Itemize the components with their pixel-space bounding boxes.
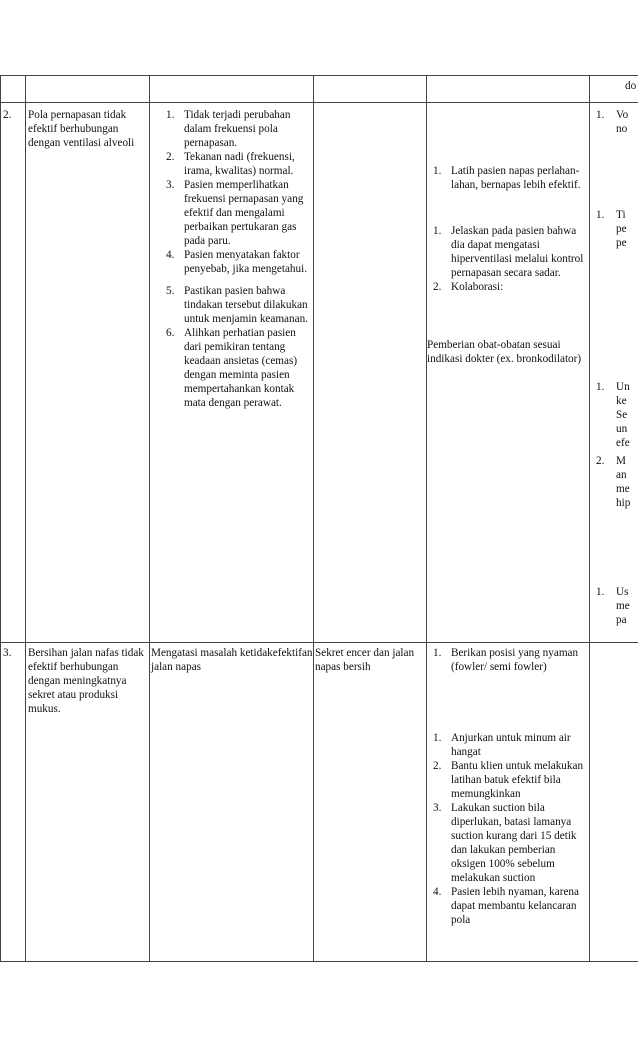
table-rule (0, 102, 638, 103)
rationale-line (590, 380, 638, 394)
list-number: 1. (596, 109, 605, 121)
rationale-clip (590, 585, 638, 627)
list-item (160, 326, 312, 410)
rationale-clip (590, 380, 638, 450)
list-item-text: Latih pasien napas perlahan-lahan, bernapas lebih efektif. (451, 165, 581, 191)
list-number: 3. (166, 179, 175, 191)
list-item-text: Berikan posisi yang nyaman (fowler/ semi fowler) (451, 647, 579, 673)
rationale-text: Ti (616, 209, 626, 221)
intervention-group-b (427, 224, 589, 294)
list-item (160, 178, 312, 248)
rationale-line (590, 496, 638, 510)
list-item-text: Anjurkan untuk minum air hangat (451, 732, 571, 758)
rationale-text: Us (616, 586, 629, 598)
intervention-group-a (427, 164, 589, 192)
rationale-clip (590, 108, 638, 136)
intervention-group-b (427, 731, 589, 927)
list-item-text: Bantu klien untuk melakukan latihan batuk efektif bila memungkinkan (451, 760, 584, 800)
rationale-text: me (616, 483, 630, 495)
list-item (160, 150, 312, 178)
list-number: 2. (166, 151, 175, 163)
list-item-text: Lakukan suction bila diperlukan, batasi lamanya suction kurang dari 15 detik dan lakukan pemberian oksigen 100% sebelum melakukan suction (451, 802, 577, 884)
goal-text: Mengatasi masalah ketidakefektifan jalan napas (151, 647, 313, 673)
nursing-diagnosis: Pola pernapasan tidak efektif berhubungan dengan ventilasi alveoli (28, 109, 135, 149)
list-item (427, 164, 589, 192)
intervention-group-a (427, 646, 589, 674)
list-number: 4. (433, 886, 442, 898)
list-item (160, 248, 312, 276)
rationale-line (590, 482, 638, 496)
rationale-line (590, 436, 638, 450)
rationale-text: un (616, 423, 628, 435)
rationale-line (590, 222, 638, 236)
list-item-text: Tidak terjadi perubahan dalam frekuensi pola pernapasan. (184, 109, 291, 149)
list-number: 1. (433, 165, 442, 177)
rationale-text: no (616, 123, 628, 135)
rationale-line (590, 613, 638, 627)
list-number: 1. (166, 109, 175, 121)
rationale-line (590, 422, 638, 436)
rationale-text: hip (616, 497, 631, 509)
list-number: 5. (166, 285, 175, 297)
list-number: 2. (433, 760, 442, 772)
list-item (427, 224, 589, 280)
list-number: 1. (433, 225, 442, 237)
list-item-text: Pasien menyatakan faktor penyebab, jika mengetahui. (184, 249, 308, 275)
list-number: 1. (596, 209, 605, 221)
list-item (427, 646, 589, 674)
list-item (160, 108, 312, 150)
rationale-text: an (616, 469, 627, 481)
list-number: 3. (433, 802, 442, 814)
rationale-line (590, 236, 638, 250)
table-column-line (0, 75, 1, 961)
rationale-line (590, 454, 638, 468)
table-rule (0, 75, 638, 76)
rationale-text: pa (616, 614, 627, 626)
outcome-criteria: Sekret encer dan jalan napas bersih (315, 647, 415, 673)
rationale-line (590, 394, 638, 408)
list-number: 4. (166, 249, 175, 261)
rationale-line (590, 468, 638, 482)
row-number: 3. (3, 647, 12, 659)
list-number: 6. (166, 327, 175, 339)
table-column-line (313, 75, 314, 961)
outcome-criteria (160, 108, 312, 410)
list-item-text: Jelaskan pada pasien bahwa dia dapat mengatasi hiperventilasi melalui kontrol pernapasan secara sadar. (451, 225, 584, 279)
rationale-text: pe (616, 223, 627, 235)
list-item (427, 280, 589, 294)
list-item-text: Pasien memperlihatkan frekuensi pernapasan yang efektif dan mengalami perbaikan pertukaran gas pada paru. (184, 179, 304, 247)
clipped-text: do (625, 80, 637, 92)
rationale-text: Se (616, 409, 628, 421)
list-item-text: Tekanan nadi (frekuensi, irama, kwalitas) normal. (184, 151, 295, 177)
rationale-text: efe (616, 437, 630, 449)
intervention-collaboration: Pemberian obat-obatan sesuai indikasi dokter (ex. bronkodilator) (427, 339, 582, 365)
table-rule (0, 961, 638, 962)
list-number: 1. (596, 586, 605, 598)
list-item (427, 731, 589, 759)
rationale-text: M (616, 455, 626, 467)
rationale-line (590, 208, 638, 222)
list-item (427, 801, 589, 885)
list-item (160, 284, 312, 326)
rationale-line (590, 599, 638, 613)
list-number: 1. (433, 732, 442, 744)
list-item (427, 759, 589, 801)
list-item (427, 885, 589, 927)
list-item-text: Alihkan perhatian pasien dari pemikiran tentang keadaan ansietas (cemas) dengan meminta pasien mempertahankan kontak mata dengan perawat. (184, 327, 298, 409)
list-number: 1. (433, 647, 442, 659)
list-item-text: Pastikan pasien bahwa tindakan tersebut dilakukan untuk menjamin keamanan. (184, 285, 308, 325)
list-number: 2. (596, 455, 605, 467)
list-number: 1. (596, 381, 605, 393)
row-number: 2. (3, 109, 12, 121)
rationale-line (590, 408, 638, 422)
rationale-text: me (616, 600, 630, 612)
rationale-text: ke (616, 395, 627, 407)
table-rule (0, 642, 638, 643)
list-item-text: Pasien lebih nyaman, karena dapat membantu kelancaran pola (451, 886, 579, 926)
rationale-text: Un (616, 381, 630, 393)
rationale-line (590, 122, 638, 136)
rationale-clip (590, 208, 638, 250)
table-column-line (149, 75, 150, 961)
rationale-clip (590, 454, 638, 510)
rationale-text: pe (616, 237, 627, 249)
rationale-line (590, 585, 638, 599)
list-item-text: Kolaborasi: (451, 281, 504, 293)
rationale-text: Vo (616, 109, 629, 121)
table-column-line (25, 75, 26, 961)
list-number: 2. (433, 281, 442, 293)
nursing-diagnosis: Bersihan jalan nafas tidak efektif berhubungan dengan meningkatnya sekret atau produksi mukus. (28, 647, 144, 715)
rationale-line (590, 108, 638, 122)
